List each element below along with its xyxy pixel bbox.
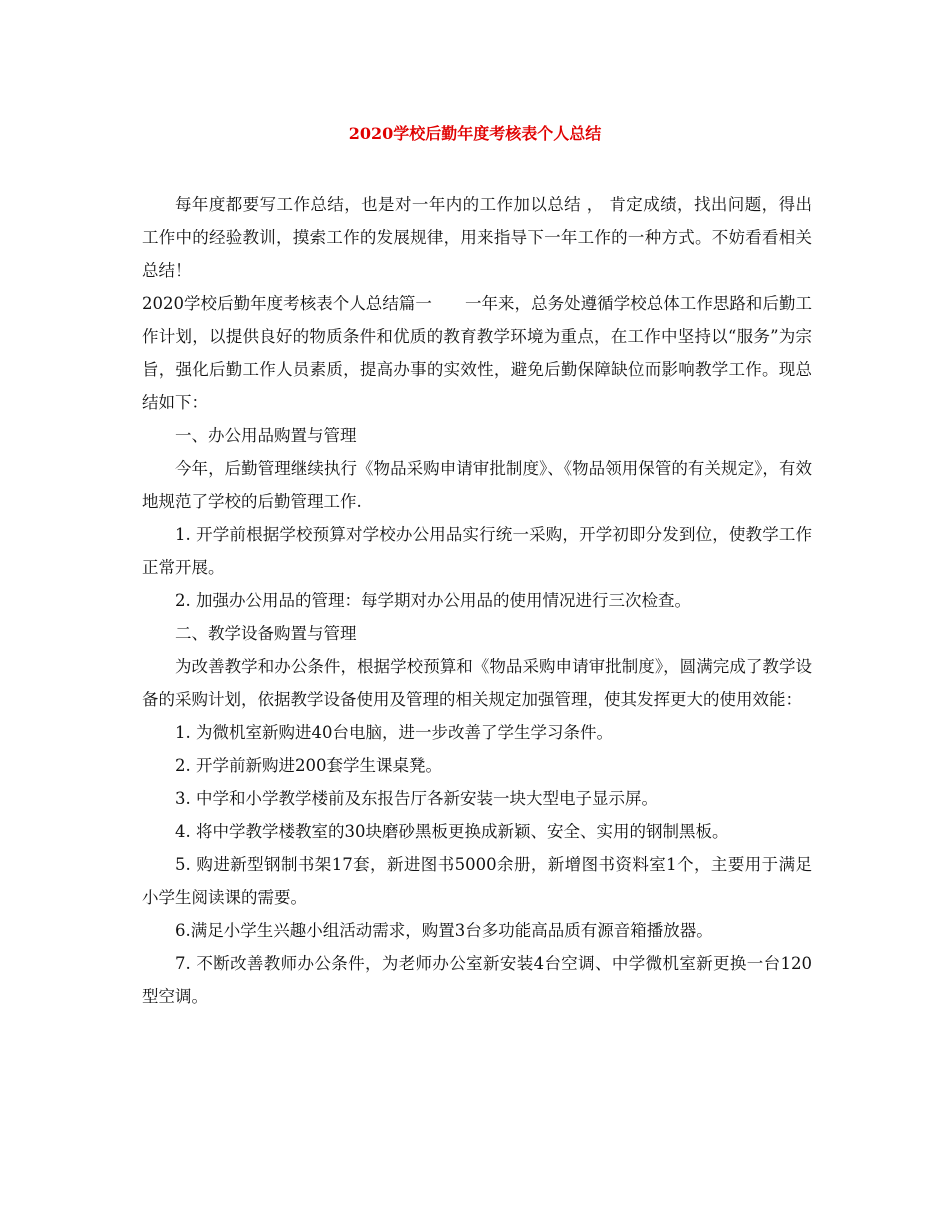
list-item-equipment-7: 7. 不断改善教师办公条件，为老师办公室新安装4台空调、中学微机室新更换一台120型空调。 — [142, 954, 812, 1006]
list-item-equipment-6: 6.满足小学生兴趣小组活动需求，购置3台多功能高品质有源音箱播放器。 — [175, 921, 713, 940]
document-title: 2020学校后勤年度考核表个人总结 — [348, 124, 602, 143]
list-item-equipment-5: 5. 购进新型钢制书架17套，新进图书5000余册，新增图书资料室1个，主要用于满足小学生阅读课的需要。 — [142, 855, 812, 907]
list-item-equipment-4: 4. 将中学教学楼教室的30块磨砂黑板更换成新颖、安全、实用的钢制黑板。 — [175, 822, 729, 841]
list-item-equipment-1: 1. 为微机室新购进40台电脑，进一步改善了学生学习条件。 — [175, 723, 613, 742]
document-body — [142, 188, 812, 1013]
paragraph-summary-part-one: 2020学校后勤年度考核表个人总结篇一 一年来，总务处遵循学校总体工作思路和后勤工作计划，以提供良好的物质条件和优质的教育教学环境为重点，在工作中坚持以“服务”为宗旨，强化后勤工作人员素质，提高办事的实效性，避免后勤保障缺位而影响教学工作。现总结如下： — [142, 294, 812, 412]
list-item-office-1: 1. 开学前根据学校预算对学校办公用品实行统一采购，开学初即分发到位，使教学工作正常开展。 — [142, 525, 812, 577]
list-item-equipment-3: 3. 中学和小学教学楼前及东报告厅各新安装一块大型电子显示屏。 — [175, 789, 658, 808]
paragraph-intro: 每年度都要写工作总结，也是对一年内的工作加以总结 ， 肯定成绩，找出问题，得出工作中的经验教训，摸索工作的发展规律，用来指导下一年工作的一种方式。不妨看看相关总结！ — [142, 195, 812, 280]
list-item-equipment-2: 2. 开学前新购进200套学生课桌凳。 — [175, 756, 442, 775]
paragraph-office-supplies-policy: 今年，后勤管理继续执行《物品采购申请审批制度》、《物品领用保管的有关规定》，有效地规范了学校的后勤管理工作. — [142, 459, 812, 511]
section-heading-office-supplies: 一、办公用品购置与管理 — [175, 426, 357, 445]
paragraph-teaching-equipment-intro: 为改善教学和办公条件，根据学校预算和《物品采购申请审批制度》，圆满完成了教学设备的采购计划，依据教学设备使用及管理的相关规定加强管理，使其发挥更大的使用效能： — [142, 657, 812, 709]
section-heading-teaching-equipment: 二、教学设备购置与管理 — [175, 624, 357, 643]
list-item-office-2: 2. 加强办公用品的管理：每学期对办公用品的使用情况进行三次检查。 — [175, 591, 691, 610]
